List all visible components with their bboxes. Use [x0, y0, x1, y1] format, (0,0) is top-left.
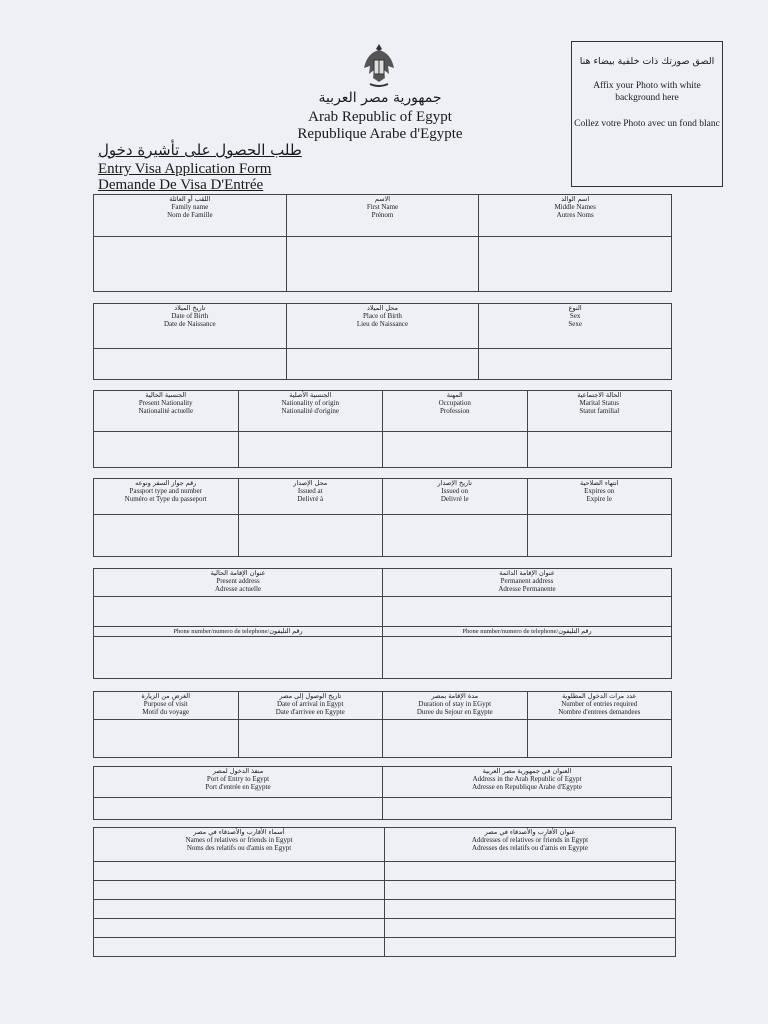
present-address-label: عنوان الإقامة الحالية Present address Adresse actuelle — [94, 569, 383, 597]
occupation-field[interactable] — [383, 432, 528, 468]
purpose-of-visit-label: الغرض من الزيارة Purpose of visit Motif du voyage — [94, 692, 239, 720]
passport-number-label: رقم جواز السفر ونوعه Passport type and number Numéro et Type du passeport — [94, 479, 239, 515]
relative-name-field[interactable] — [94, 919, 385, 938]
relatives-names-label: أسماء الأقارب والأصدقاء في مصر Names of relatives or friends in Egypt Noms des relatifs ou d'amis en Egypt — [94, 828, 385, 862]
duration-of-stay-label: مدة الإقامة بمصر Duration of stay in EGypt Duree du Sejour en Egypte — [383, 692, 528, 720]
form-title-english: Entry Visa Application Form — [98, 161, 272, 177]
family-name-field[interactable] — [94, 237, 287, 292]
occupation-label: المهنة Occupation Profession — [383, 391, 528, 432]
present-phone-field[interactable] — [94, 637, 383, 679]
date-of-birth-label: تاريخ الميلاد Date of Birth Date de Naissance — [94, 304, 287, 349]
photo-instruction-english: Affix your Photo with white background here — [593, 81, 701, 103]
marital-status-label: الحالة الاجتماعية Marital Status Statut familial — [527, 391, 672, 432]
permanent-address-field[interactable] — [383, 597, 672, 627]
address-table — [93, 568, 672, 679]
passport-number-field[interactable] — [94, 515, 239, 557]
place-of-birth-label: محل الميلاد Place of Birth Lieu de Naissance — [286, 304, 479, 349]
form-title-arabic: طلب الحصول على تأشيرة دخول — [98, 141, 302, 159]
form-title-french: Demande De Visa D'Entrée — [98, 177, 264, 193]
number-of-entries-label: عدد مرات الدخول المطلوبة Number of entries required Nombre d'entrees demandees — [527, 692, 672, 720]
sex-field[interactable] — [479, 349, 672, 380]
present-nationality-field[interactable] — [94, 432, 239, 468]
address-in-egypt-field[interactable] — [383, 798, 672, 820]
entry-table — [93, 766, 672, 820]
middle-names-field[interactable] — [479, 237, 672, 292]
port-of-entry-field[interactable] — [94, 798, 383, 820]
present-nationality-label: الجنسية الحالية Present Nationality Nationalité actuelle — [94, 391, 239, 432]
permanent-phone-label: Phone number/numero de telephone/رقم التليفون — [383, 627, 672, 637]
country-name-arabic: جمهورية مصر العربية — [318, 90, 442, 106]
status-table — [93, 390, 672, 468]
relative-address-field[interactable] — [385, 862, 676, 881]
birth-table — [93, 303, 672, 380]
relatives-table — [93, 827, 676, 957]
photo-instruction-french: Collez votre Photo avec un fond blanc — [574, 119, 720, 129]
present-phone-label: Phone number/numero de telephone/رقم التليفون — [94, 627, 383, 637]
duration-of-stay-field[interactable] — [383, 720, 528, 758]
relative-name-field[interactable] — [94, 862, 385, 881]
issued-on-field[interactable] — [383, 515, 528, 557]
relative-address-field[interactable] — [385, 881, 676, 900]
issued-at-label: محل الإصدار Issued at Delivré à — [238, 479, 383, 515]
expires-on-field[interactable] — [527, 515, 672, 557]
country-name-french: Republique Arabe d'Egypte — [297, 126, 463, 142]
date-of-birth-field[interactable] — [94, 349, 287, 380]
present-address-field[interactable] — [94, 597, 383, 627]
country-name-english: Arab Republic of Egypt — [308, 109, 452, 125]
date-of-arrival-field[interactable] — [238, 720, 383, 758]
permanent-address-label: عنوان الإقامة الدائمة Permanent address Adresse Permanente — [383, 569, 672, 597]
relative-address-field[interactable] — [385, 919, 676, 938]
first-name-field[interactable] — [286, 237, 479, 292]
permanent-phone-field[interactable] — [383, 637, 672, 679]
nationality-of-origin-label: الجنسية الأصلية Nationality of origin Nationalité d'origine — [238, 391, 383, 432]
expires-on-label: انتهاء الصلاحية Expires on Expire le — [527, 479, 672, 515]
sex-label: النوع Sex Sexe — [479, 304, 672, 349]
relative-name-field[interactable] — [94, 900, 385, 919]
photo-box[interactable] — [571, 41, 723, 187]
place-of-birth-field[interactable] — [286, 349, 479, 380]
relative-name-field[interactable] — [94, 881, 385, 900]
relative-address-field[interactable] — [385, 900, 676, 919]
address-in-egypt-label: العنوان في جمهورية مصر العربية Address in the Arab Republic of Egypt Adresse en Republique Arabe d'Egypte — [383, 767, 672, 798]
nationality-of-origin-field[interactable] — [238, 432, 383, 468]
port-of-entry-label: منفذ الدخول لمصر Port of Entry to Egypt Port d'entrée en Egypte — [94, 767, 383, 798]
visit-table — [93, 691, 672, 758]
middle-names-label: اسم الوالد Middle Names Autres Noms — [479, 195, 672, 237]
purpose-of-visit-field[interactable] — [94, 720, 239, 758]
photo-instruction-arabic: الصق صورتك ذات خلفية بيضاء هنا — [579, 56, 715, 67]
family-name-label: اللقب أو العائلة Family name Nom de Famille — [94, 195, 287, 237]
relatives-addresses-label: عنوان الأقارب والأصدقاء في مصر Addresses of relatives or friends in Egypt Adresses des relatifs ou d'amis en Egypte — [385, 828, 676, 862]
number-of-entries-field[interactable] — [527, 720, 672, 758]
marital-status-field[interactable] — [527, 432, 672, 468]
eagle-emblem-icon — [362, 42, 396, 90]
names-table — [93, 194, 672, 292]
relative-name-field[interactable] — [94, 938, 385, 957]
passport-table — [93, 478, 672, 557]
first-name-label: الاسم First Name Prénom — [286, 195, 479, 237]
relative-address-field[interactable] — [385, 938, 676, 957]
date-of-arrival-label: تاريخ الوصول إلى مصر Date of arrival in Egypt Date d'arrivee en Egypte — [238, 692, 383, 720]
issued-on-label: تاريخ الإصدار Issued on Delivré le — [383, 479, 528, 515]
issued-at-field[interactable] — [238, 515, 383, 557]
